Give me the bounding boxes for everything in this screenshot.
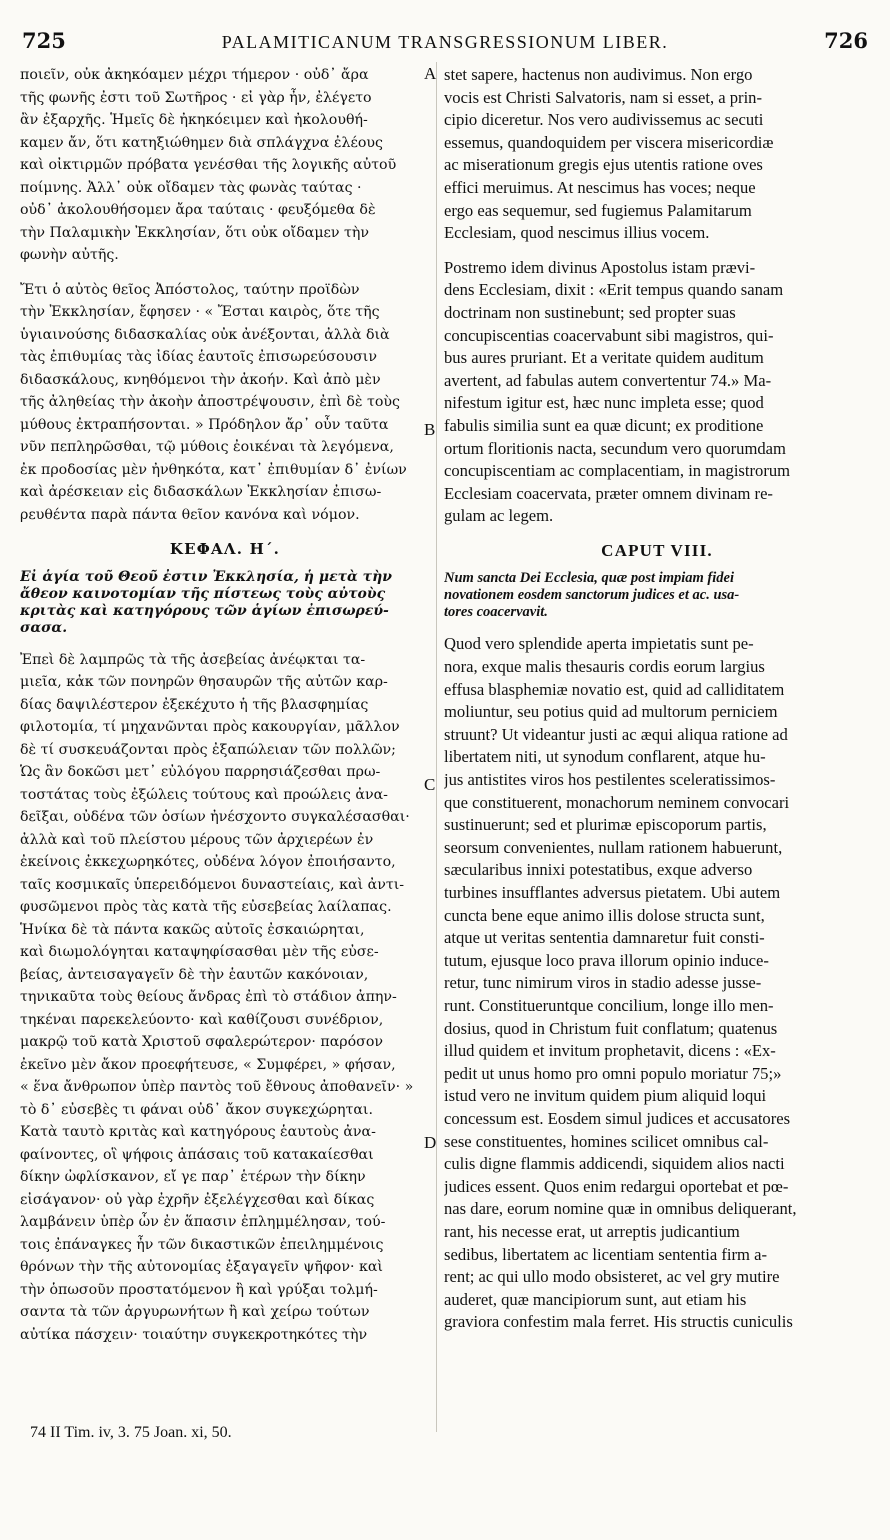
text-line: τοστάτας τοὺς ἐξώλεις τούτους καὶ προώλεις ἀνα- bbox=[20, 786, 388, 803]
text-line: Num sancta Dei Ecclesia, quæ post impiam fidei bbox=[444, 570, 734, 587]
text-line: φιλοτομία, τί μηχανῶνται πρὸς κακουργίαν, μᾶλλον bbox=[20, 719, 400, 735]
text-line: tutum, ejusque loco prava illorum opinio induce- bbox=[444, 950, 769, 970]
text-line: rent; ac qui ullo modo obsisteret, ac vel gry mutire bbox=[444, 1267, 780, 1287]
text-line: βείας, ἀντεισαγαγεῖν δὲ τὴν ἑαυτῶν κακόνοιαν, bbox=[20, 966, 369, 983]
text-line: δίας δαψιλέστερον ἐξεκέχυτο ἡ τῆς βλασφημίας bbox=[20, 696, 369, 713]
text-line: φαίνοντες, οἳ ψήφοις ἁπάσαις τοῦ κατακαίεσθαι bbox=[20, 1146, 374, 1163]
text-line: ἂν ἐξαρχῆς. Ἡμεῖς δὲ ἠκηκόειμεν καὶ ἠκολουθή- bbox=[20, 112, 368, 128]
text-line: dens Ecclesiam, dixit : «Erit tempus quando sanam bbox=[444, 280, 784, 300]
text-line: Εἰ ἁγία τοῦ Θεοῦ ἐστιν Ἐκκλησία, ἡ μετὰ τὴν bbox=[20, 568, 392, 585]
text-line: seorsum convenientes, nullam rationem habuerunt, bbox=[444, 837, 783, 857]
text-line: τοις ἐπάναγκες ἦν τῶν δικαστικῶν ἐπειλημμένοις bbox=[20, 1236, 384, 1253]
text-line: σαντα τὰ τῶν ἀργυρωνήτων ἢ καὶ χείρω τούτων bbox=[20, 1304, 370, 1320]
margin-letter-d: D bbox=[424, 1133, 437, 1152]
text-line: τὰς ἐπιθυμίας τὰς ἰδίας ἑαυτοῖς ἐπισωρεύσουσιν bbox=[20, 349, 377, 365]
text-line: moliuntur, seu potius quid ad multorum perniciem bbox=[444, 702, 778, 722]
latin-column bbox=[444, 64, 870, 1334]
text-line: καὶ οἰκτιρμῶν πρόβατα γενέσθαι τῆς λογικῆς αὐτοῦ bbox=[20, 157, 397, 173]
text-line: jus antistites viros hos pestilentes sceleratissimos- bbox=[444, 770, 776, 790]
text-line: τῆς ἀληθείας τὴν ἀκοὴν ἀποστρέψουσιν, ἐπὶ δὲ τοὺς bbox=[20, 394, 400, 410]
text-line: avertent, ad fabulas autem convertentur 74.» Ma- bbox=[444, 370, 772, 390]
text-line: τηκέναι παρεκελεύοντο· καὶ καθίζουσι συνέδριον, bbox=[20, 1011, 384, 1028]
text-line: τὴν Ἐκκλησίαν, ἔφησεν · « Ἔσται καιρὸς, ὅτε τῆς bbox=[20, 304, 380, 320]
text-line: bus aures pruriant. Et a veritate quidem auditum bbox=[444, 348, 764, 368]
text-line: ρευθέντα παρὰ πάντα θεῖον κανόνα καὶ νόμον. bbox=[20, 506, 360, 523]
latin-paragraph-1 bbox=[444, 64, 870, 245]
text-line: tores coacervavit. bbox=[444, 604, 548, 621]
text-line: ortum floritionis nacta, secundum vero quorumdam bbox=[444, 438, 786, 458]
greek-chapter-heading: ΚΕΦΑΛ. Η΄. bbox=[169, 540, 281, 558]
text-line: τηνικαῦτα τοὺς θείους ἄνδρας ἐπὶ τὸ στάδιον ἀπην- bbox=[20, 989, 397, 1005]
text-line: ἐκ προδοσίας μὲν ἠνθηκότα, κατ᾽ ἐπιθυμίαν δ᾽ ἐνίων bbox=[20, 461, 407, 478]
text-line: sedibus, libertatem ac licentiam sententia firm a- bbox=[444, 1244, 767, 1264]
text-line: pedit ut unus homo pro omni populo moriatur 75;» bbox=[444, 1063, 782, 1083]
text-line: istud vero ne invitum quidem pium aliquid loqui bbox=[444, 1086, 767, 1106]
text-line: turbines insufflantes adversus pietatem. Ubi autem bbox=[444, 883, 781, 902]
text-line: διδασκάλους, κνηθόμενοι τὴν ἀκοήν. Καὶ ἀπὸ μὲν bbox=[20, 371, 381, 388]
text-line: concessum est. Eosdem simul judices et accusatores bbox=[444, 1108, 791, 1128]
greek-column bbox=[20, 64, 430, 1346]
text-line: ταῖς κοσμικαῖς ὑπερειδόμενοι δυναστείαις, καὶ ἀντι- bbox=[20, 876, 405, 893]
text-line: τῆς φωνῆς ἐστι τοῦ Σωτῆρος · εἰ γὰρ ἦν, ἐλέγετο bbox=[20, 89, 372, 106]
text-line: judices essent. Quos enim redargui oportebat et pœ- bbox=[444, 1176, 789, 1196]
text-line: fabulis similia sunt ea quæ dicunt; ex proditione bbox=[444, 415, 764, 435]
text-line: δὲ τί συσκευάζονται πρὸς ἐξαπώλειαν τῶν πολλῶν; bbox=[20, 741, 396, 758]
text-line: τὴν ὁπωσοῦν προστατόμενον ἢ καὶ γρύξαι τολμή- bbox=[20, 1281, 378, 1298]
text-line: ποιεῖν, οὐκ ἀκηκόαμεν μέχρι τήμερον · οὐδ᾽ ἄρα bbox=[20, 67, 369, 83]
text-line: libertatem niti, ut synodum conflarent, atque hu- bbox=[444, 747, 766, 767]
text-line: runt. Constitueruntque concilium, longe illo men- bbox=[444, 995, 774, 1015]
text-line: μύθους ἐκτραπήσονται. » Πρόδηλον ἄρ᾽ οὖν ταῦτα bbox=[20, 416, 389, 433]
latin-chapter-title bbox=[444, 570, 870, 621]
text-line: εἰσάγανον· οὐ γὰρ ἐχρῆν ἐξελέγχεσθαι καὶ δίκας bbox=[20, 1191, 375, 1208]
text-line: ἐκεῖνο μὲν ἄκον προεφήτευσε, « Συμφέρει, » φήσαν, bbox=[20, 1056, 396, 1073]
text-line: αὐτίκα πάσχειν· τοιαύτην συγκεκροτηκότες τὴν bbox=[20, 1326, 368, 1343]
text-line: δεῖξαι, οὐδένα τῶν ὁσίων ἠνέσχοντο συγκαλέσασθαι· bbox=[20, 809, 410, 825]
margin-letter-b: B bbox=[424, 420, 436, 439]
text-line: auderet, quæ mancipiorum sunt, aut etiam his bbox=[444, 1289, 747, 1309]
text-line: gulam ac legem. bbox=[444, 506, 554, 526]
text-line: καὶ ἀρέσκειαν εἰς διδασκάλων Ἐκκλησίαν ἐπισω- bbox=[20, 484, 382, 500]
text-line: nora, exque malis thesauris cordis eorum largius bbox=[444, 657, 765, 677]
text-line: illud quidem et invitum prophetavit, dicens : «Ex- bbox=[444, 1041, 776, 1061]
latin-paragraph-2 bbox=[444, 257, 870, 528]
text-line: νῦν πεπληρῶσθαι, τῷ μύθοις ἐοικέναι τὰ λεγόμενα, bbox=[20, 439, 394, 455]
greek-paragraph-1 bbox=[20, 64, 430, 267]
text-line: Ὡς ἂν δοκῶσι μετ᾽ εὐλόγου παρρησιάζεσθαι πρω- bbox=[20, 764, 381, 780]
text-line: Ἡνίκα δὲ τὰ πάντα κακῶς αὐτοῖς ἐσκαιώρηται, bbox=[20, 921, 365, 938]
text-line: οὐδ᾽ ἀκολουθήσομεν ἄρα ταύταις · φευξόμεθα δὲ bbox=[20, 202, 376, 218]
text-line: concupiscentias coacervabunt sibi magistros, qui- bbox=[444, 325, 774, 345]
text-line: καμεν ἄν, ὅτι κατηξιώθημεν διὰ σπλάγχνα ἐλέους bbox=[20, 134, 383, 151]
margin-letter-c: C bbox=[424, 775, 436, 794]
text-line: sæcularibus innixi potestatibus, exque adverso bbox=[444, 860, 753, 880]
text-line: nas dare, eorum nomine quæ in omnibus deliquerant, bbox=[444, 1199, 797, 1219]
running-title: PALAMITICANUM TRANSGRESSIONUM LIBER. bbox=[221, 32, 669, 52]
greek-paragraph-3 bbox=[20, 649, 430, 1347]
text-line: Κατὰ ταυτὸ κριτὰς καὶ κατηγόρους ἑαυτοὺς ἀνα- bbox=[20, 1124, 376, 1140]
text-line: ποίμνης. Ἀλλ᾽ οὐκ οἴδαμεν τὰς φωνὰς ταύτας · bbox=[20, 179, 362, 196]
text-line: Ecclesiam, quod nescimus illius vocem. bbox=[444, 223, 710, 243]
text-line: ἀλλὰ καὶ τοῦ πλείστου μέρους τῶν ἀρχιερέων ἐν bbox=[20, 831, 374, 848]
text-line: sustinuerunt; sed et plurimæ episcoporum partis, bbox=[444, 815, 767, 835]
text-line: essemus, quandoquidem per viscera misericordiæ bbox=[444, 132, 774, 152]
greek-paragraph-2 bbox=[20, 279, 430, 527]
text-line: μακρῷ τοῦ κατὰ Χριστοῦ σφαλερώτερον· παρόσον bbox=[20, 1034, 384, 1050]
text-line: culis digne flammis addicendi, siquidem alios nacti bbox=[444, 1154, 785, 1174]
text-line: cuncta bene eque animo illis dolose structa sunt, bbox=[444, 905, 765, 925]
text-line: stet sapere, hactenus non audivimus. Non ergo bbox=[444, 65, 753, 84]
text-line: καὶ διωμολόγηται καταψηφίσασθαι μὲν τῆς εὐσε- bbox=[20, 944, 379, 960]
text-line: λαμβάνειν ὑπὲρ ὧν ἐν ἅπασιν ἐπλημμέλησαν, τού- bbox=[20, 1214, 386, 1230]
text-line: ἄθεον καινοτομίαν τῆς πίστεως τοὺς αὐτοὺς bbox=[20, 585, 386, 602]
latin-chapter-heading: CAPUT VIII. bbox=[601, 540, 713, 560]
text-line: retur, tunc nimirum viros in stadio adesse jusse- bbox=[444, 973, 762, 993]
text-line: θρόνων τὴν τῆς αὐτονομίας ἐξαγαγεῖν ψῆφον· καὶ bbox=[20, 1259, 383, 1275]
text-line: Ecclesiam coacervata, præter omnem divinam re- bbox=[444, 483, 773, 503]
text-line: effici meruimus. At nescimus has voces; neque bbox=[444, 177, 756, 197]
text-line: rant, his necesse erat, ut arreptis judicantium bbox=[444, 1221, 740, 1241]
text-line: τὸ δ᾽ εὐσεβὲς τι φάναι οὐδ᾽ ἄκον συγκεχώρηται. bbox=[20, 1101, 373, 1118]
right-page-number: 726 bbox=[824, 28, 868, 53]
text-line: Postremo idem divinus Apostolus istam prævi- bbox=[444, 257, 756, 277]
latin-paragraph-3 bbox=[444, 633, 870, 1333]
greek-chapter-title bbox=[20, 569, 430, 637]
text-line: concupiscentiam ac complacentiam, in magistrorum bbox=[444, 461, 791, 481]
text-line: ac miserationum gregis ejus utentis ratione oves bbox=[444, 155, 763, 175]
text-line: novationem eosdem sanctorum judices et ac. usa- bbox=[444, 587, 740, 604]
text-line: κριτὰς καὶ κατηγόρους τῶν ἁγίων ἐπισωρεύ- bbox=[20, 602, 389, 619]
text-line: cipio diceretur. Nos vero audivissemus ac secuti bbox=[444, 110, 764, 130]
text-line: Ἐπεὶ δὲ λαμπρῶς τὰ τῆς ἀσεβείας ἀνέῳκται τα- bbox=[20, 651, 366, 668]
left-page-number: 725 bbox=[22, 28, 66, 53]
text-line: ἐκείνοις ἐκκεχωρηκότες, οὐδένα λόγον ἐποιήσαντο, bbox=[20, 854, 396, 870]
text-line: doctrinam non sustinebunt; sed propter suas bbox=[444, 302, 736, 322]
text-line: σασα. bbox=[20, 619, 68, 636]
text-line: δίκην ὠφλίσκανον, εἴ γε παρ᾽ ἑτέρων τὴν δίκην bbox=[20, 1169, 366, 1185]
text-line: graviora confestim mala ferret. His structis cuniculis bbox=[444, 1312, 793, 1332]
text-line: dosius, quod in Christum fuit conflatum; quatenus bbox=[444, 1018, 778, 1038]
text-line: Quod vero splendide aperta impietatis sunt pe- bbox=[444, 634, 754, 654]
text-line: μιεῖα, κἀκ τῶν πονηρῶν θησαυρῶν τῆς αὐτῶν καρ- bbox=[20, 674, 388, 690]
text-line: vocis est Christi Salvatoris, nam si esset, a prin- bbox=[444, 87, 763, 107]
text-line: φωνὴν αὐτῆς. bbox=[20, 247, 119, 263]
text-line: struunt? Ut videantur justi ac æqui aliqua ratione ad bbox=[444, 724, 788, 744]
text-line: ergo eas sequemur, sed fugiemus Palamitarum bbox=[444, 200, 752, 220]
text-line: φυσῶμενοι πρὸς τὰς κατὰ τῆς εὐσεβείας λαίλαπας. bbox=[20, 899, 392, 915]
text-line: que constituerent, monachorum neminem convocari bbox=[444, 792, 790, 812]
text-line: Ἔτι ὁ αὐτὸς θεῖος Ἀπόστολος, ταύτην προϊδὼν bbox=[20, 281, 360, 298]
footnotes: 74 II Tim. iv, 3. 75 Joan. xi, 50. bbox=[30, 1424, 232, 1441]
text-line: « ἕνα ἄνθρωπον ὑπὲρ παντὸς τοῦ ἔθνους ἀποθανεῖν· » bbox=[20, 1079, 414, 1095]
text-line: nifestum igitur est, hæc nunc impleta esse; quod bbox=[444, 393, 764, 413]
margin-letter-a: A bbox=[424, 64, 437, 83]
text-line: sese constituentes, homines scilicet omnibus cal- bbox=[444, 1131, 769, 1151]
text-line: τὴν Παλαμικὴν Ἐκκλησίαν, ὅτι οὐκ οἴδαμεν τὴν bbox=[20, 224, 370, 241]
text-line: effusa blasphemiæ novatio est, quid ad calliditatem bbox=[444, 679, 785, 699]
text-line: atque ut veritas sententia damnaretur fuit consti- bbox=[444, 928, 765, 948]
column-divider bbox=[436, 62, 437, 1432]
text-line: ὑγιαινούσης διδασκαλίας οὐκ ἀνέξονται, ἀλλὰ διὰ bbox=[20, 326, 390, 343]
page-header bbox=[22, 28, 868, 58]
